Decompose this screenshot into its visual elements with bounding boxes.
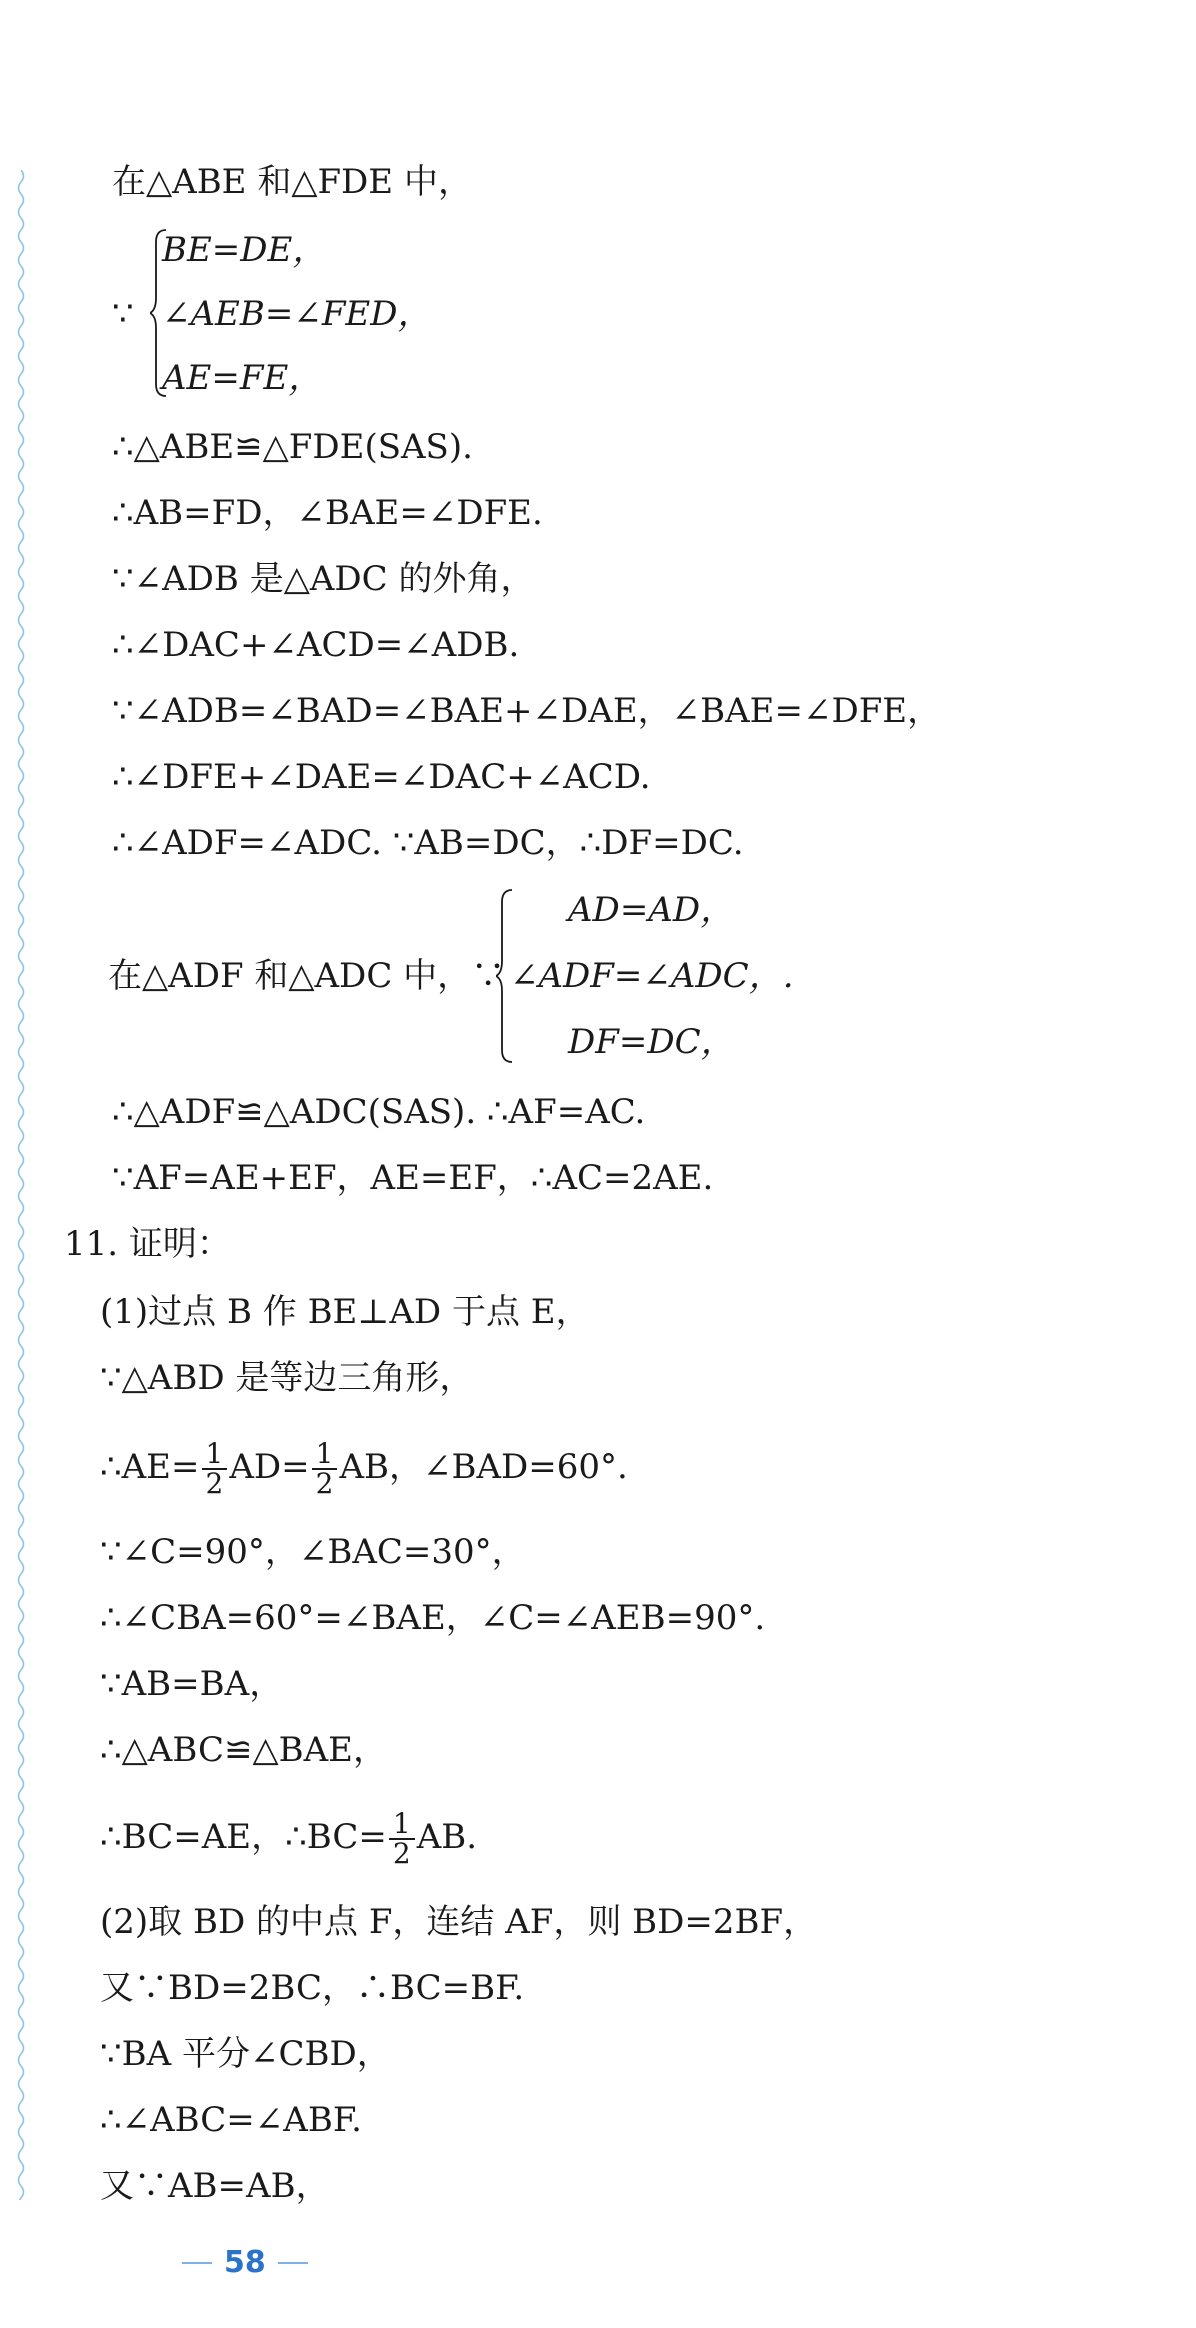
- system-equation: AD=AD，: [568, 890, 735, 930]
- system-equation: ∠AEB=∠FED，: [162, 294, 432, 334]
- proof-line: 在△ADF 和△ADC 中，∵: [108, 956, 506, 996]
- proof-line: (2)取 BD 的中点 F，连结 AF，则 BD=2BF，: [100, 1902, 818, 1942]
- fraction-numerator: 1: [389, 1810, 415, 1840]
- fraction-prefix: ∴AE=: [100, 1447, 200, 1487]
- fraction-middle: AD=: [229, 1447, 310, 1487]
- because-symbol: ∵: [112, 294, 134, 334]
- fraction-denominator: 2: [205, 1467, 224, 1500]
- page-footer: [170, 2245, 320, 2280]
- proof-line: ∴AB=FD，∠BAE=∠DFE.: [112, 493, 543, 533]
- question-number: 11. 证明：: [64, 1224, 231, 1264]
- proof-line: ∵AF=AE+EF，AE=EF，∴AC=2AE.: [112, 1158, 714, 1198]
- fraction-prefix: ∴BC=AE，∴BC=: [100, 1817, 387, 1857]
- proof-line: ∵∠ADB 是△ADC 的外角，: [112, 559, 535, 599]
- proof-line: ∴∠DFE+∠DAE=∠DAC+∠ACD.: [112, 757, 651, 797]
- proof-line: (1)过点 B 作 BE⊥AD 于点 E，: [100, 1292, 590, 1332]
- proof-line: 又∵AB=AB，: [100, 2166, 330, 2206]
- fraction-suffix: AB.: [416, 1817, 478, 1857]
- fraction-suffix: AB，∠BAD=60°.: [339, 1447, 628, 1487]
- proof-line: ∴∠DAC+∠ACD=∠ADB.: [112, 625, 520, 665]
- proof-line: ∴△ABC≌△BAE，: [100, 1730, 387, 1770]
- fraction-denominator: 2: [315, 1467, 334, 1500]
- fraction-half: [389, 1807, 415, 1870]
- footer-dash-left: [182, 2262, 212, 2264]
- proof-line: ∴△ADF≌△ADC(SAS). ∴AF=AC.: [112, 1092, 646, 1132]
- proof-line-with-fractions: [100, 1802, 477, 1872]
- system-equation: ∠ADF=∠ADC，.: [510, 956, 794, 996]
- proof-line: ∴∠CBA=60°=∠BAE，∠C=∠AEB=90°.: [100, 1598, 766, 1638]
- fraction-half: [312, 1437, 338, 1500]
- proof-line: ∴∠ADF=∠ADC. ∵AB=DC，∴DF=DC.: [112, 823, 744, 863]
- proof-line: 又∵BD=2BC，∴BC=BF.: [100, 1968, 525, 2008]
- margin-wavy-line: [14, 170, 28, 2200]
- proof-line: ∵AB=BA，: [100, 1664, 284, 1704]
- proof-line: 在△ABE 和△FDE 中，: [112, 162, 472, 202]
- proof-line: ∵∠ADB=∠BAD=∠BAE+∠DAE，∠BAE=∠DFE，: [112, 691, 942, 731]
- proof-line: ∵∠C=90°，∠BAC=30°，: [100, 1532, 526, 1572]
- proof-line: ∵BA 平分∠CBD，: [100, 2034, 391, 2074]
- system-equation: AE=FE，: [162, 358, 323, 398]
- proof-line: ∴∠ABC=∠ABF.: [100, 2100, 362, 2140]
- footer-dash-right: [278, 2262, 308, 2264]
- proof-line: ∴△ABE≌△FDE(SAS).: [112, 427, 473, 467]
- proof-line-with-fractions: [100, 1432, 628, 1502]
- fraction-denominator: 2: [392, 1837, 411, 1870]
- fraction-numerator: 1: [312, 1440, 338, 1470]
- fraction-numerator: 1: [202, 1440, 228, 1470]
- proof-line: ∵△ABD 是等边三角形，: [100, 1358, 474, 1398]
- fraction-half: [202, 1437, 228, 1500]
- system-equation: DF=DC，: [568, 1022, 735, 1062]
- page-number: 58: [224, 2245, 266, 2280]
- system-equation: BE=DE，: [162, 230, 327, 270]
